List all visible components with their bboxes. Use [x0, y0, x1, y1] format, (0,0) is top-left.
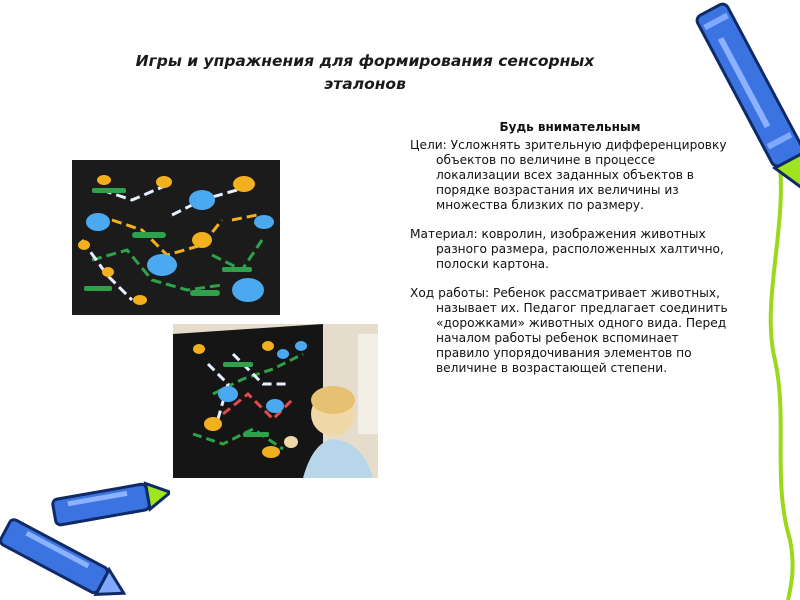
goals-paragraph: Цели: Усложнять зрительную дифференцировку объектов по величине в процессе локализации всех заданных объектов в порядке возрастания их величины из множества близких по размеру. [410, 138, 727, 212]
child-at-board-photo [173, 324, 378, 478]
crayon-icon [640, 0, 800, 600]
procedure-paragraph: Ход работы: Ребенок рассматривает животных, называет их. Педагог предлагает соединить «дорожками» животных одного вида. Перед началом работы ребенок вспоминает правило упорядочивания элементов по величине в возрастающей степени. [410, 286, 728, 375]
slide-title: Игры и упражнения для формирования сенсорных эталонов [135, 52, 595, 93]
game-name: Будь внимательным [499, 120, 641, 134]
material-paragraph: Материал: ковролин, изображения животных разного размера, расположенных халтично, полоски картона. [410, 227, 724, 271]
animal-board-photo [72, 160, 280, 315]
crayons-icon [0, 480, 170, 600]
